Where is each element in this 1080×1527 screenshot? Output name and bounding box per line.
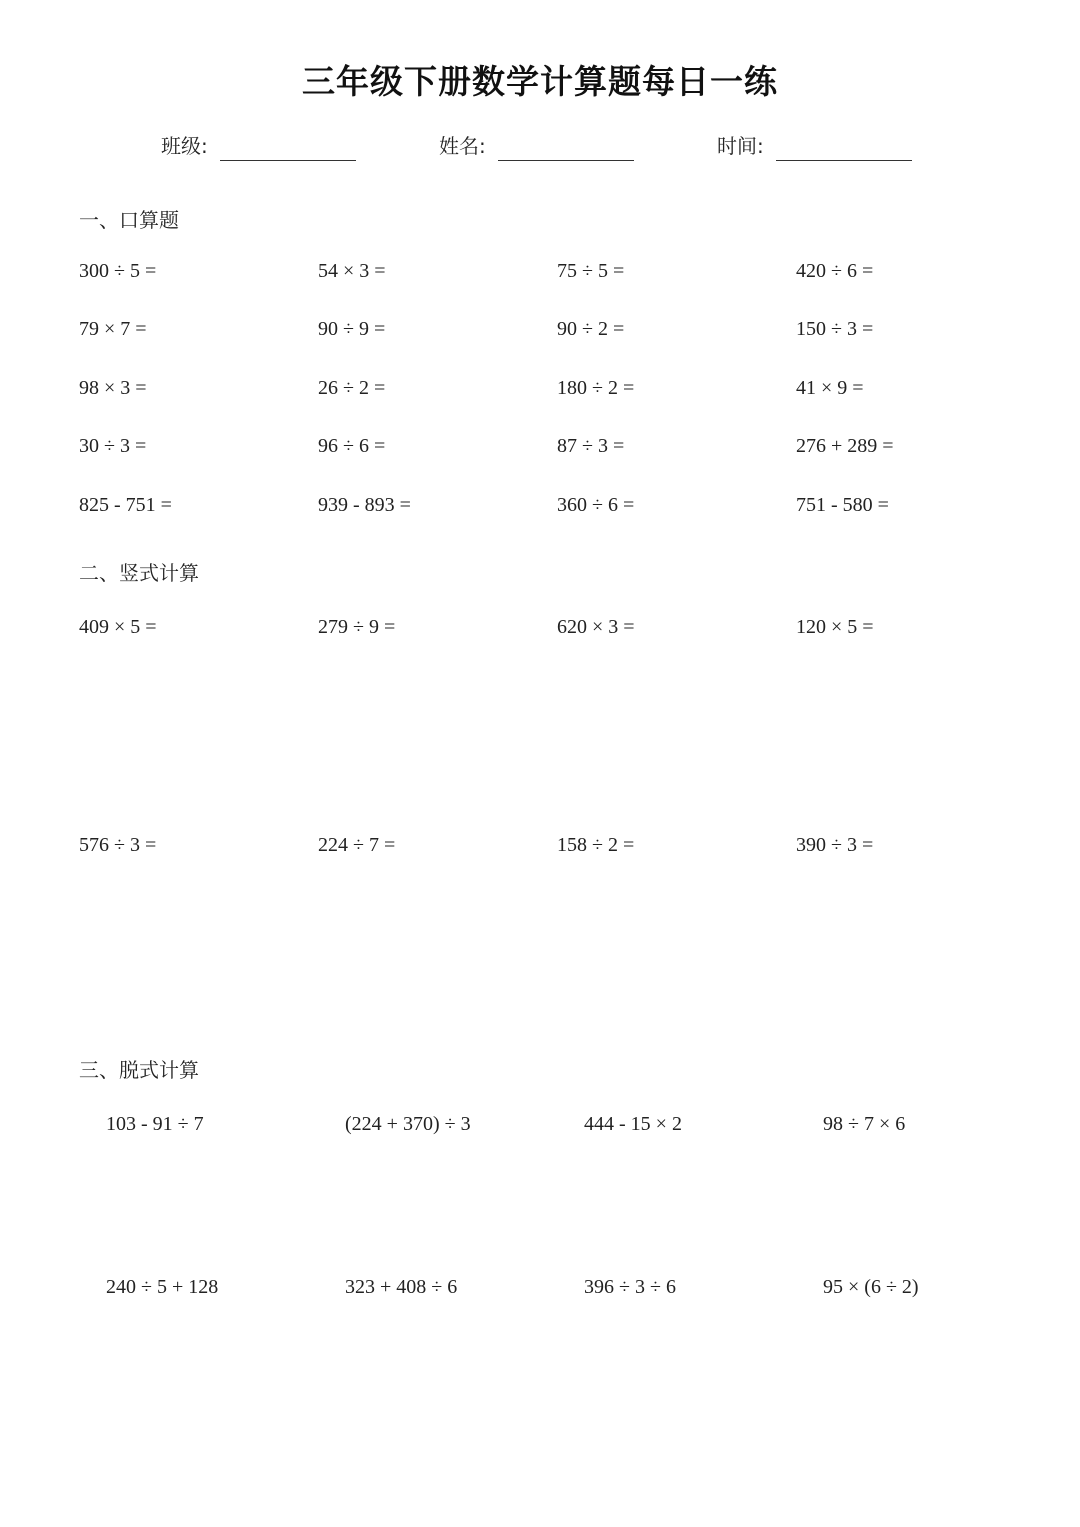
oral-problem: 96 ÷ 6 = bbox=[318, 435, 386, 457]
oral-problem: 26 ÷ 2 = bbox=[318, 377, 386, 399]
oral-problem: 90 ÷ 2 = bbox=[557, 318, 625, 340]
vertical-problem: 576 ÷ 3 = bbox=[79, 834, 157, 856]
stepwise-problem: 95 × (6 ÷ 2) bbox=[823, 1276, 919, 1298]
stepwise-problem: 444 - 15 × 2 bbox=[584, 1113, 682, 1135]
oral-problem: 30 ÷ 3 = bbox=[79, 435, 147, 457]
section-heading-stepwise: 三、脱式计算 bbox=[79, 1058, 199, 1082]
oral-problem: 79 × 7 = bbox=[79, 318, 147, 340]
vertical-problem: 390 ÷ 3 = bbox=[796, 834, 874, 856]
vertical-problem: 120 × 5 = bbox=[796, 616, 874, 638]
student-info-row bbox=[0, 130, 1080, 170]
class-blank-line[interactable] bbox=[220, 130, 356, 161]
section-heading-vertical: 二、竖式计算 bbox=[79, 561, 199, 585]
oral-problem: 87 ÷ 3 = bbox=[557, 435, 625, 457]
vertical-problem: 279 ÷ 9 = bbox=[318, 616, 396, 638]
stepwise-problem: 98 ÷ 7 × 6 bbox=[823, 1113, 906, 1135]
page-title: 三年级下册数学计算题每日一练 bbox=[302, 62, 778, 101]
name-blank-line[interactable] bbox=[498, 130, 634, 161]
vertical-problem: 620 × 3 = bbox=[557, 616, 635, 638]
oral-problem: 420 ÷ 6 = bbox=[796, 260, 874, 282]
oral-problem: 150 ÷ 3 = bbox=[796, 318, 874, 340]
vertical-problem: 224 ÷ 7 = bbox=[318, 834, 396, 856]
oral-problem: 75 ÷ 5 = bbox=[557, 260, 625, 282]
oral-problem: 825 - 751 = bbox=[79, 494, 172, 516]
class-field bbox=[161, 130, 356, 161]
oral-problem: 180 ÷ 2 = bbox=[557, 377, 635, 399]
section-heading-oral: 一、口算题 bbox=[79, 208, 179, 232]
time-blank-line[interactable] bbox=[776, 130, 912, 161]
stepwise-problem: 323 + 408 ÷ 6 bbox=[345, 1276, 458, 1298]
oral-problem: 54 × 3 = bbox=[318, 260, 386, 282]
oral-problem: 41 × 9 = bbox=[796, 377, 864, 399]
vertical-problem: 409 × 5 = bbox=[79, 616, 157, 638]
vertical-problem: 158 ÷ 2 = bbox=[557, 834, 635, 856]
class-label: 班级: bbox=[161, 134, 208, 158]
stepwise-problem: 240 ÷ 5 + 128 bbox=[106, 1276, 219, 1298]
time-field bbox=[717, 130, 912, 161]
oral-problem: 98 × 3 = bbox=[79, 377, 147, 399]
stepwise-problem: (224 + 370) ÷ 3 bbox=[345, 1113, 471, 1135]
oral-problem: 360 ÷ 6 = bbox=[557, 494, 635, 516]
name-field bbox=[439, 130, 634, 161]
time-label: 时间: bbox=[717, 134, 764, 158]
stepwise-problem: 103 - 91 ÷ 7 bbox=[106, 1113, 204, 1135]
oral-problem: 939 - 893 = bbox=[318, 494, 411, 516]
oral-problem: 300 ÷ 5 = bbox=[79, 260, 157, 282]
oral-problem: 90 ÷ 9 = bbox=[318, 318, 386, 340]
oral-problem: 751 - 580 = bbox=[796, 494, 889, 516]
name-label: 姓名: bbox=[439, 134, 486, 158]
stepwise-problem: 396 ÷ 3 ÷ 6 bbox=[584, 1276, 676, 1298]
oral-problem: 276 + 289 = bbox=[796, 435, 894, 457]
